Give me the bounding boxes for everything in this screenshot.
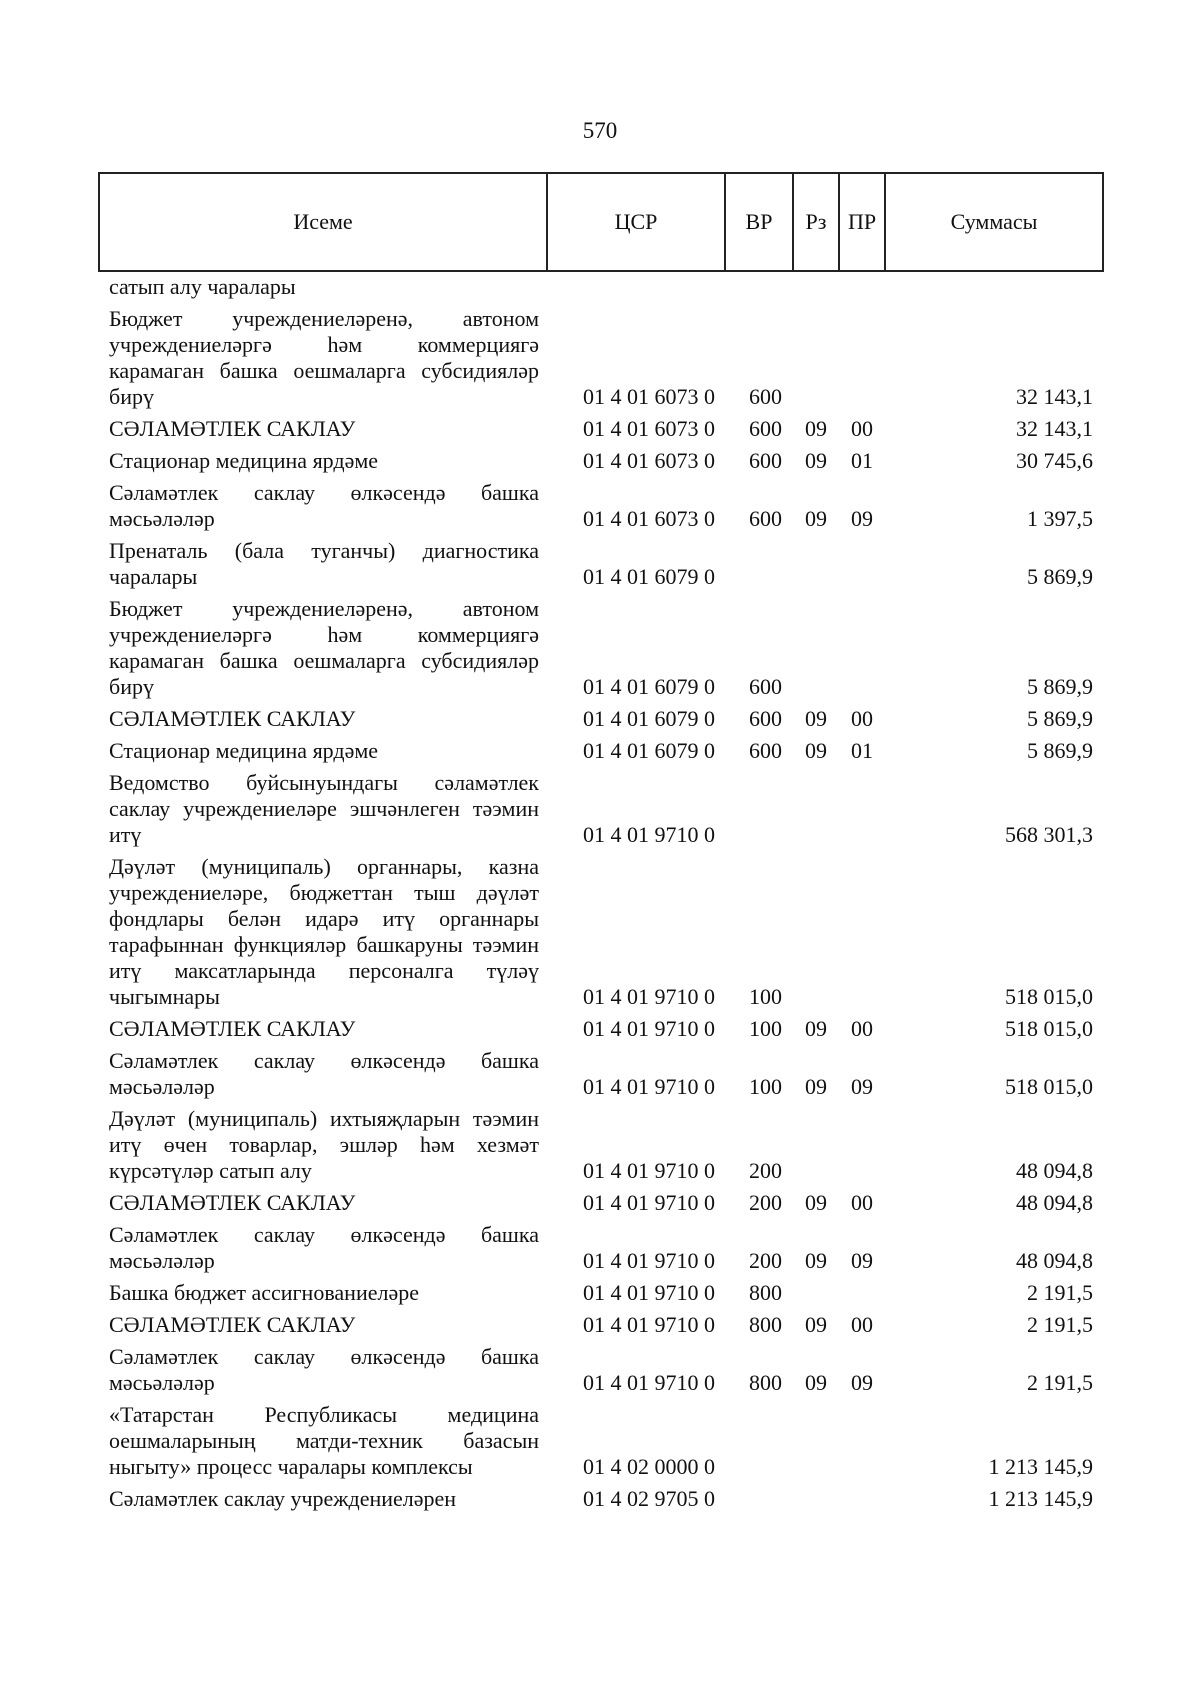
cell-pr [839,271,885,303]
cell-sum: 1 397,5 [1027,506,1093,531]
cell-sum: 2 191,5 [1027,1370,1093,1395]
cell-rz: 09 [805,448,827,473]
cell-sum: 48 094,8 [1016,1158,1093,1183]
header-name: Исеме [99,173,547,271]
cell-pr: 09 [851,1370,873,1395]
cell-rz [793,1103,839,1187]
header-pr: ПР [839,173,885,271]
cell-vr: 600 [749,738,782,763]
cell-name: Стационар медицина ярдәме [109,738,379,763]
cell-csr: 01 4 01 9710 0 [583,984,715,1009]
cell-sum: 32 143,1 [1016,416,1093,441]
cell-sum: 2 191,5 [1027,1312,1093,1337]
cell-vr: 600 [749,384,782,409]
cell-sum: 5 869,9 [1027,738,1093,763]
table-row [99,1187,1103,1219]
cell-vr: 100 [749,984,782,1009]
cell-sum: 32 143,1 [1016,384,1093,409]
cell-pr [839,535,885,593]
table-row [99,477,1103,535]
cell-vr: 200 [749,1248,782,1273]
cell-name: Дәүләт (муниципаль) ихтыяҗларын тәэмин итү өчен товарлар, эшләр һәм хезмәт күрсәтүләр сатып алу [109,1106,539,1183]
table-row [99,735,1103,767]
table-row [99,703,1103,735]
budget-table [98,172,1104,1515]
cell-name: Сәламәтлек саклау өлкәсендә башка мәсьәләләр [109,1222,539,1273]
cell-csr: 01 4 02 0000 0 [583,1454,715,1479]
cell-name: Пренаталь (бала туганчы) диагностика чаралары [109,538,539,589]
cell-sum: 1 213 145,9 [988,1486,1093,1511]
cell-vr: 800 [749,1370,782,1395]
cell-name: Ведомство буйсынуындагы сәламәтлек саклау учреждениеләре эшчәнлеген тәэмин итү [109,770,539,847]
cell-sum: 518 015,0 [1005,1074,1093,1099]
table-header [99,173,1103,271]
cell-csr: 01 4 01 9710 0 [583,1248,715,1273]
cell-rz: 09 [805,1370,827,1395]
cell-rz [793,303,839,413]
cell-csr: 01 4 01 6073 0 [583,384,715,409]
header-row [99,173,1103,271]
table-row [99,303,1103,413]
cell-vr [725,1399,793,1483]
cell-sum: 48 094,8 [1016,1190,1093,1215]
cell-name: Бюджет учреждениеләренә, автоном учреждениеләргә һәм коммерциягә карамаган башка оешмаларга субсидияләр бирү [109,306,539,409]
cell-sum: 5 869,9 [1027,564,1093,589]
cell-vr: 800 [749,1312,782,1337]
cell-csr: 01 4 01 6079 0 [583,706,715,731]
table-row [99,1483,1103,1515]
cell-pr [839,1277,885,1309]
cell-vr: 600 [749,674,782,699]
cell-csr: 01 4 01 9710 0 [583,1312,715,1337]
cell-rz: 09 [805,738,827,763]
table-body [99,271,1103,1515]
cell-sum: 2 191,5 [1027,1280,1093,1305]
page-number: 570 [582,118,618,143]
cell-vr [725,271,793,303]
cell-pr: 00 [851,1016,873,1041]
table-row [99,1103,1103,1187]
cell-name: Башка бюджет ассигнованиеләре [109,1280,419,1305]
table-row [99,767,1103,851]
cell-pr: 00 [851,416,873,441]
cell-rz: 09 [805,1074,827,1099]
cell-name: СӘЛАМӘТЛЕК САКЛАУ [109,1190,356,1215]
cell-pr [839,1103,885,1187]
table-row [99,1277,1103,1309]
cell-pr: 00 [851,1312,873,1337]
cell-name: «Татарстан Республикасы медицина оешмаларының матди-техник базасын ныгыту» процесс чаралары комплексы [109,1402,539,1479]
cell-rz: 09 [805,1190,827,1215]
cell-name: сатып алу чаралары [109,274,296,299]
cell-sum [885,271,1103,303]
cell-vr: 200 [749,1190,782,1215]
cell-sum: 48 094,8 [1016,1248,1093,1273]
cell-vr [725,1483,793,1515]
cell-pr: 00 [851,706,873,731]
cell-vr: 800 [749,1280,782,1305]
cell-rz [793,767,839,851]
header-csr: ЦСР [547,173,725,271]
cell-name: СӘЛАМӘТЛЕК САКЛАУ [109,416,356,441]
table-row [99,445,1103,477]
budget-table-container [98,172,1102,1515]
cell-rz [793,1399,839,1483]
table-row [99,1341,1103,1399]
cell-pr [839,593,885,703]
header-vr: ВР [725,173,793,271]
cell-csr: 01 4 01 9710 0 [583,1158,715,1183]
table-row [99,1219,1103,1277]
cell-name: Сәламәтлек саклау учреждениеләрен [109,1486,457,1511]
cell-csr: 01 4 01 9710 0 [583,1074,715,1099]
cell-name: Сәламәтлек саклау өлкәсендә башка мәсьәләләр [109,480,539,531]
cell-pr: 09 [851,1248,873,1273]
cell-csr: 01 4 01 6073 0 [583,506,715,531]
cell-pr: 09 [851,1074,873,1099]
header-rz: Рз [793,173,839,271]
table-row [99,271,1103,303]
table-row [99,851,1103,1013]
cell-sum: 30 745,6 [1016,448,1093,473]
cell-pr [839,1483,885,1515]
cell-sum: 518 015,0 [1005,984,1093,1009]
cell-sum: 5 869,9 [1027,706,1093,731]
cell-pr [839,767,885,851]
cell-pr [839,303,885,413]
cell-rz: 09 [805,506,827,531]
cell-csr: 01 4 01 9710 0 [583,1016,715,1041]
cell-csr: 01 4 01 6073 0 [583,448,715,473]
cell-pr: 09 [851,506,873,531]
table-row [99,1399,1103,1483]
cell-name: Сәламәтлек саклау өлкәсендә башка мәсьәләләр [109,1344,539,1395]
cell-vr [725,535,793,593]
cell-rz: 09 [805,1248,827,1273]
cell-vr: 200 [749,1158,782,1183]
table-row [99,1045,1103,1103]
cell-rz [793,851,839,1013]
cell-vr: 100 [749,1016,782,1041]
cell-rz [793,535,839,593]
table-row [99,413,1103,445]
cell-rz [793,271,839,303]
cell-name: Сәламәтлек саклау өлкәсендә башка мәсьәләләр [109,1048,539,1099]
table-row [99,1013,1103,1045]
cell-rz: 09 [805,1312,827,1337]
cell-name: СӘЛАМӘТЛЕК САКЛАУ [109,706,356,731]
cell-vr: 600 [749,506,782,531]
cell-csr: 01 4 02 9705 0 [583,1486,715,1511]
cell-rz [793,1277,839,1309]
cell-csr: 01 4 01 6079 0 [583,738,715,763]
cell-rz: 09 [805,706,827,731]
cell-vr: 600 [749,448,782,473]
table-row [99,535,1103,593]
cell-pr [839,851,885,1013]
cell-csr: 01 4 01 6079 0 [583,674,715,699]
cell-csr: 01 4 01 9710 0 [583,1280,715,1305]
cell-sum: 1 213 145,9 [988,1454,1093,1479]
cell-csr: 01 4 01 9710 0 [583,1370,715,1395]
cell-pr: 00 [851,1190,873,1215]
cell-name: СӘЛАМӘТЛЕК САКЛАУ [109,1312,356,1337]
cell-csr: 01 4 01 9710 0 [583,822,715,847]
cell-vr: 600 [749,706,782,731]
cell-csr: 01 4 01 6073 0 [583,416,715,441]
cell-sum: 568 301,3 [1005,822,1093,847]
cell-vr [725,767,793,851]
cell-csr [547,271,725,303]
table-row [99,1309,1103,1341]
cell-rz: 09 [805,416,827,441]
table-row [99,593,1103,703]
cell-vr: 100 [749,1074,782,1099]
cell-sum: 5 869,9 [1027,674,1093,699]
cell-csr: 01 4 01 9710 0 [583,1190,715,1215]
cell-vr: 600 [749,416,782,441]
cell-rz [793,593,839,703]
cell-name: Стационар медицина ярдәме [109,448,379,473]
cell-pr: 01 [851,448,873,473]
cell-pr [839,1399,885,1483]
cell-name: СӘЛАМӘТЛЕК САКЛАУ [109,1016,356,1041]
header-sum: Суммасы [885,173,1103,271]
cell-rz: 09 [805,1016,827,1041]
cell-csr: 01 4 01 6079 0 [583,564,715,589]
cell-pr: 01 [851,738,873,763]
cell-name: Бюджет учреждениеләренә, автоном учреждениеләргә һәм коммерциягә карамаган башка оешмаларга субсидияләр бирү [109,596,539,699]
cell-name: Дәүләт (муниципаль) органнары, казна учреждениеләре, бюджеттан тыш дәүләт фондлары белән идарә итү органнары тарафыннан функцияләр башкаруны тәэмин итү максатларында персоналга түләү чыгымнары [109,854,539,1009]
cell-sum: 518 015,0 [1005,1016,1093,1041]
cell-rz [793,1483,839,1515]
